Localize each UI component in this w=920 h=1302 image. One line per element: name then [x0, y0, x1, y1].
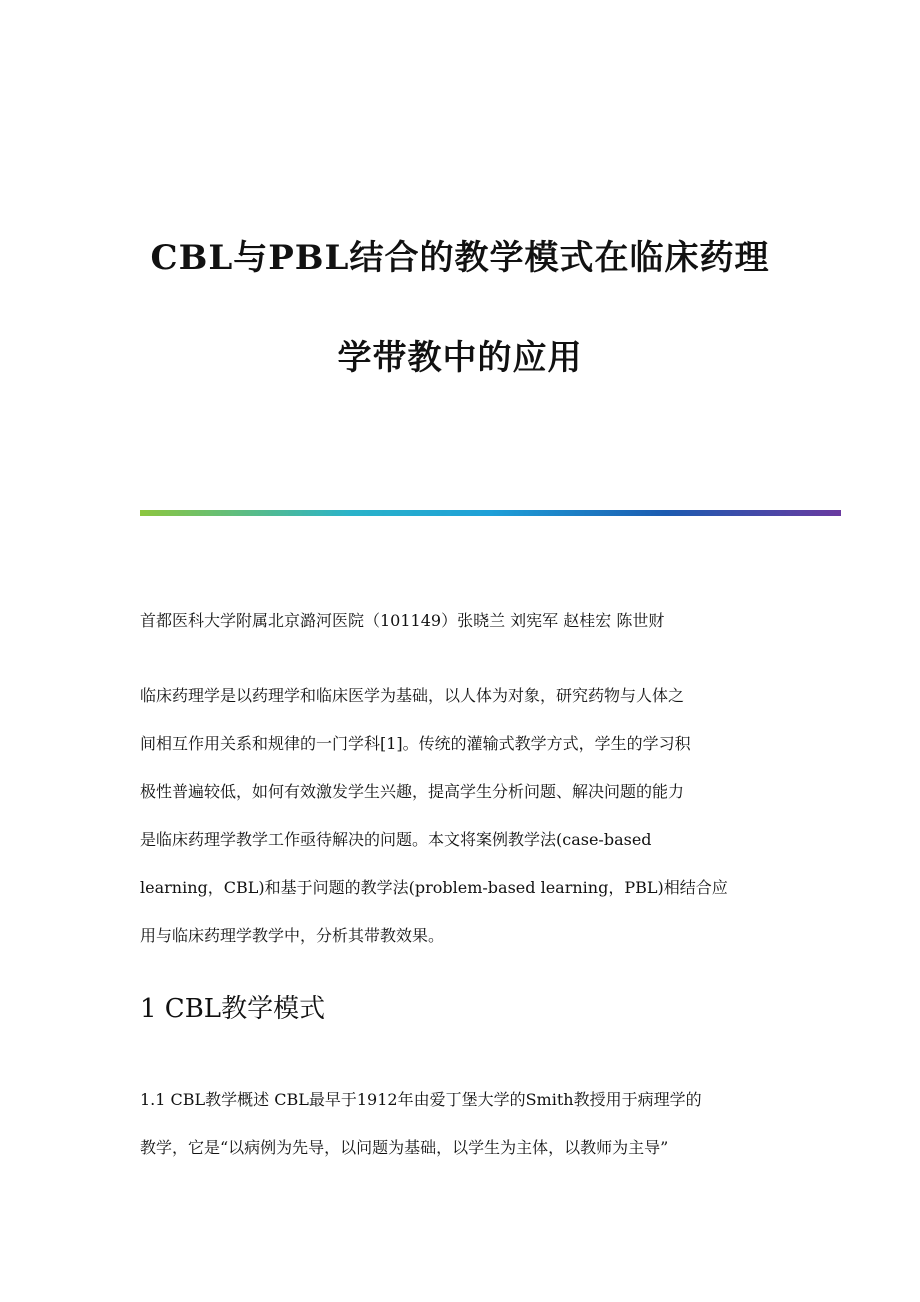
author-affiliation: 首都医科大学附属北京潞河医院（101149）张晓兰 刘宪军 赵桂宏 陈世财 — [140, 611, 665, 630]
text-line: 极性普遍较低，如何有效激发学生兴趣，提高学生分析问题、解决问题的能力 — [140, 782, 685, 801]
section-heading: 1 CBL教学模式 — [140, 994, 326, 1024]
section-paragraph — [140, 1076, 785, 1172]
document-title-line-2: 学带教中的应用 — [337, 338, 583, 378]
text-line: 临床药理学是以药理学和临床医学为基础，以人体为对象，研究药物与人体之 — [140, 686, 685, 705]
text-line: 是临床药理学教学工作亟待解决的问题。本文将案例教学法(case-based — [140, 830, 652, 849]
text-line: 用与临床药理学教学中，分析其带教效果。 — [140, 926, 445, 945]
text-line: 1.1 CBL教学概述 CBL最早于1912年由爱丁堡大学的Smith教授用于病理学的 — [140, 1090, 702, 1109]
gradient-divider — [140, 510, 841, 516]
document-title-line-1: CBL与PBL结合的教学模式在临床药理 — [150, 238, 770, 278]
text-line: 教学，它是“以病例为先导，以问题为基础，以学生为主体，以教师为主导” — [140, 1138, 669, 1157]
abstract-paragraph — [140, 672, 785, 960]
text-line: learning，CBL)和基于问题的教学法(problem-based learning，PBL)相结合应 — [140, 878, 728, 897]
text-line: 间相互作用关系和规律的一门学科[1]。传统的灌输式教学方式，学生的学习积 — [140, 734, 691, 753]
